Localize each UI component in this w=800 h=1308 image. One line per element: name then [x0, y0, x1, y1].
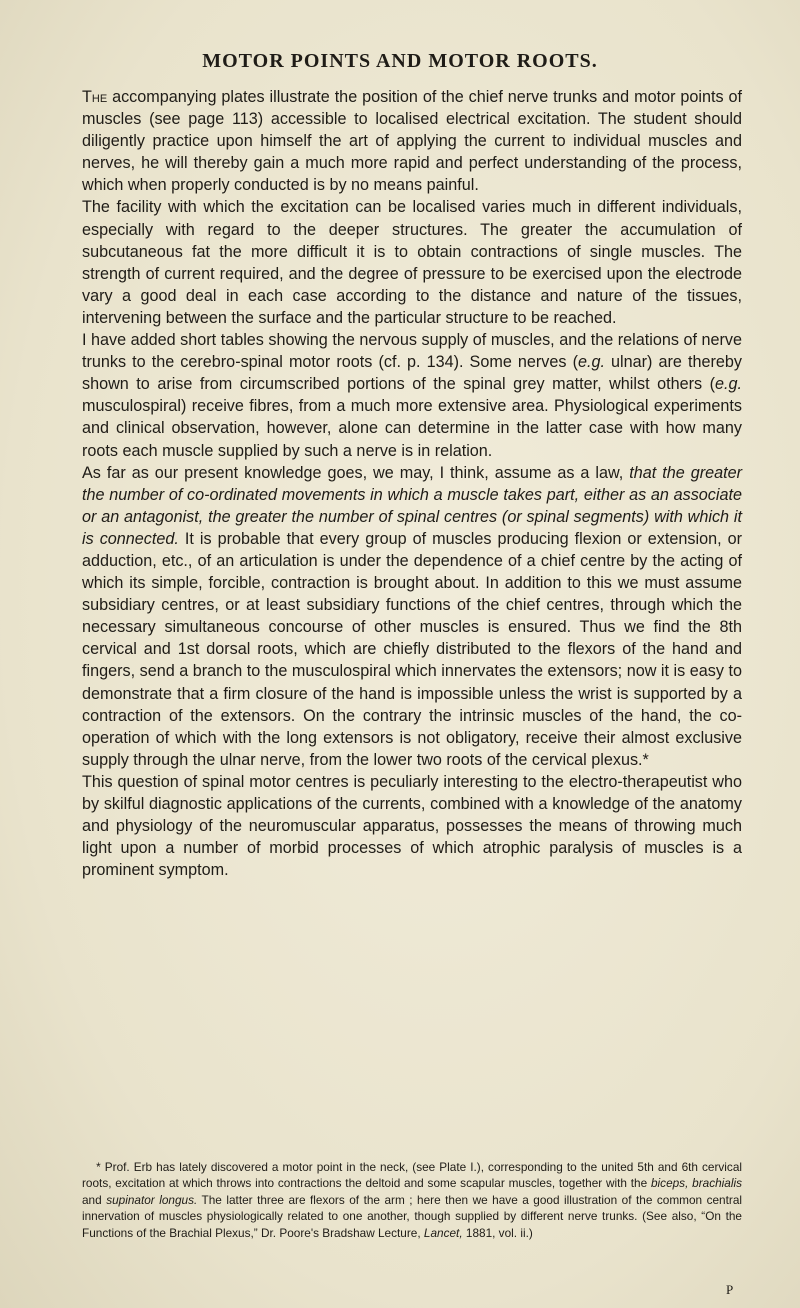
body-text — [82, 86, 742, 881]
paragraph-4-a: As far as our present knowledge goes, we may, I think, assume as a law, — [82, 463, 630, 482]
paragraph-3-b: ulnar) are thereby shown to arise from circumscribed portions of the spinal grey matter, whilst others ( — [82, 353, 742, 394]
paragraph-1-text: accompanying plates illustrate the position of the chief nerve trunks and motor points of muscles (see page 113) accessible to localised electrical excitation. The student should diligently practice upon himself the art of applying the current to individual muscles and nerves, he will thereby gain a much more rapid and perfect understanding of the process, which when properly conducted is by no means painful. — [82, 88, 742, 195]
paragraph-4-b: It is probable that every group of muscles producing flexion or extension, or adduction, etc., of an articulation is under the dependence of a chief centre by the acting of which its simple, forcible, contraction is brought about. In addition to this we must assume subsidiary centres, or at least subsidiary functions of the chief centres, through which the necessary simultaneous concourse of other muscles is ensured. Thus we find the 8th cervical and 1st dorsal roots, which are chiefly distributed to the flexors of the hand and fingers, send a branch to the musculospiral which innervates the extensors; now it is easy to demonstrate that a firm closure of the hand is impossible unless the wrist is supported by a contraction of the extensors. On the contrary the intrinsic muscles of the hand, the co-operation of which with the long extensors is not obligatory, receive their almost exclusive supply through the ulnar nerve, from the lower two roots of the cervical plexus.* — [82, 529, 742, 769]
paragraph-4-law: that the greater the number of co-ordinated movements in which a muscle takes part, either as an associate or an antagonist, the greater the number of spinal centres (or spinal segments) with which it is connected. — [82, 463, 742, 548]
paragraph-3 — [82, 329, 742, 462]
paragraph-1 — [82, 86, 742, 196]
footnote-and: and — [82, 1192, 107, 1207]
paragraph-1-lead: The — [82, 88, 108, 106]
footnote-journal: Lancet, — [423, 1225, 463, 1240]
footnote-muscles-2: supinator longus. — [106, 1192, 198, 1207]
paragraph-3-eg2: e.g. — [714, 375, 742, 394]
paragraph-4 — [82, 462, 742, 771]
paragraph-3-eg1: e.g. — [577, 353, 605, 372]
footnote-b: The latter three are flexors of the arm ; here then we have a good illustration of the common central innervation of muscles physiologically related to one another, though supplied by different nerve trunks. (See also, “On the Functions of the Brachial Plexus,” Dr. Poore's Bradshaw Lecture, — [82, 1192, 743, 1240]
footnote-c: 1881, vol. ii.) — [462, 1225, 533, 1240]
footnote-a: * Prof. Erb has lately discovered a motor point in the neck, (see Plate I.), corresponding to the united 5th and 6th cervical roots, excitation at which throws into contractions the deltoid and some scapular muscles, together with the — [82, 1160, 742, 1191]
footnote-muscles-1: biceps, brachialis — [650, 1176, 742, 1191]
footnote-text — [82, 1159, 742, 1241]
paragraph-3-a: I have added short tables showing the nervous supply of muscles, and the relations of nerve trunks to the cerebro-spinal motor roots (cf. p. 134). Some nerves ( — [82, 331, 742, 372]
footnote — [82, 1159, 742, 1241]
page-title: MOTOR POINTS AND MOTOR ROOTS. — [202, 50, 598, 72]
paragraph-3-c: musculospiral) receive fibres, from a much more extensive area. Physiological experiments and clinical observation, however, alone can determine in the latter case with how many roots each muscle supplied by such a nerve is in relation. — [82, 397, 742, 460]
signature-mark: P — [726, 1282, 734, 1297]
paragraph-5: This question of spinal motor centres is peculiarly interesting to the electro-therapeutist who by skilful diagnostic applications of the currents, combined with a knowledge of the anatomy and physiology of the neuromuscular apparatus, possesses the means of throwing much light upon a number of morbid processes of which atrophic paralysis of muscles is a prominent symptom. — [82, 772, 742, 880]
paragraph-2: The facility with which the excitation can be localised varies much in different individuals, especially with regard to the deeper structures. The greater the accumulation of subcutaneous fat the more difficult it is to obtain contractions of single muscles. The strength of current required, and the degree of pressure to be exercised upon the electrode vary a good deal in each case according to the distance and nature of the tissues, intervening between the surface and the particular structure to be reached. — [82, 198, 742, 327]
